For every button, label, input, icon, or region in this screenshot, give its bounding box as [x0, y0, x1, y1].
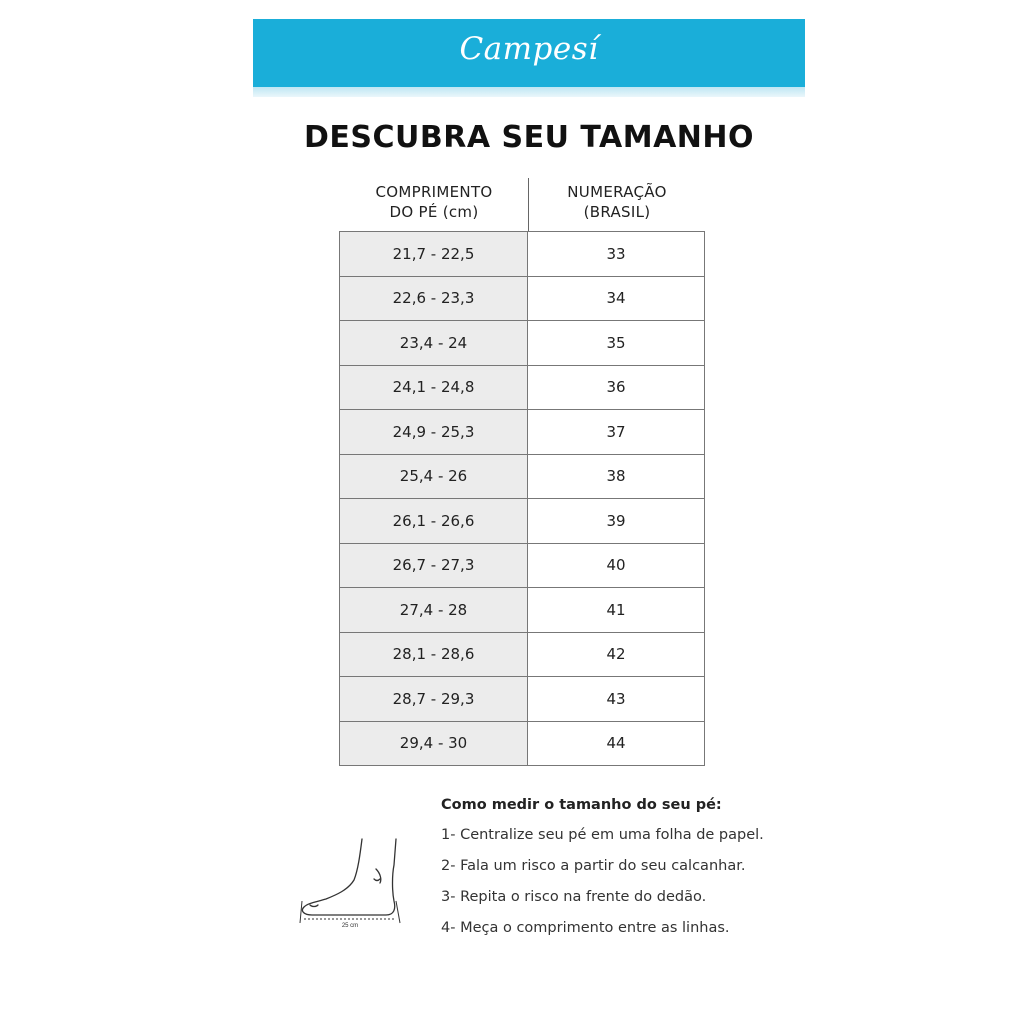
foot-measurement-icon — [296, 835, 411, 930]
howto-step: 1- Centralize seu pé em uma folha de papel. — [441, 827, 764, 843]
brand-logo: Campesí — [459, 31, 599, 67]
howto-step: 4- Meça o comprimento entre as linhas. — [441, 920, 730, 936]
shoe-size-cell: 33 — [528, 232, 705, 276]
foot-length-cell: 21,7 - 22,5 — [339, 232, 528, 276]
foot-length-cell: 27,4 - 28 — [339, 588, 528, 632]
shoe-size-cell: 39 — [528, 499, 705, 543]
table-row — [339, 544, 705, 589]
foot-length-cell: 28,1 - 28,6 — [339, 633, 528, 677]
shoe-size-cell: 34 — [528, 277, 705, 321]
foot-length-cell: 22,6 - 23,3 — [339, 277, 528, 321]
table-row — [339, 232, 705, 277]
table-row — [339, 722, 705, 767]
shoe-size-cell: 40 — [528, 544, 705, 588]
column-header-line: (BRASIL) — [583, 203, 651, 221]
foot-length-cell: 24,9 - 25,3 — [339, 410, 528, 454]
howto-title: Como medir o tamanho do seu pé: — [441, 797, 722, 813]
foot-length-cell: 25,4 - 26 — [339, 455, 528, 499]
howto-section — [441, 797, 821, 949]
column-header-line: NUMERAÇÃO — [567, 183, 667, 201]
shoe-size-cell: 41 — [528, 588, 705, 632]
column-header-size — [529, 182, 705, 222]
size-table — [339, 231, 705, 766]
foot-length-cell: 28,7 - 29,3 — [339, 677, 528, 721]
table-row — [339, 499, 705, 544]
foot-length-cell: 29,4 - 30 — [339, 722, 528, 766]
table-row — [339, 410, 705, 455]
page-title: DESCUBRA SEU TAMANHO — [303, 120, 755, 155]
shoe-size-cell: 36 — [528, 366, 705, 410]
table-row — [339, 633, 705, 678]
brand-banner — [253, 19, 805, 87]
shoe-size-cell: 38 — [528, 455, 705, 499]
column-header-line: DO PÉ (cm) — [389, 203, 479, 221]
howto-step: 2- Fala um risco a partir do seu calcanhar. — [441, 858, 746, 874]
foot-length-cell: 26,1 - 26,6 — [339, 499, 528, 543]
foot-measurement-label: 25 cm — [341, 923, 359, 929]
table-row — [339, 588, 705, 633]
foot-length-cell: 24,1 - 24,8 — [339, 366, 528, 410]
table-row — [339, 677, 705, 722]
shoe-size-cell: 35 — [528, 321, 705, 365]
column-header-foot-length — [340, 182, 528, 222]
howto-step: 3- Repita o risco na frente do dedão. — [441, 889, 707, 905]
banner-shadow — [253, 87, 805, 97]
shoe-size-cell: 42 — [528, 633, 705, 677]
table-row — [339, 277, 705, 322]
table-row — [339, 321, 705, 366]
shoe-size-cell: 44 — [528, 722, 705, 766]
table-row — [339, 366, 705, 411]
column-header-line: COMPRIMENTO — [375, 183, 493, 201]
shoe-size-cell: 43 — [528, 677, 705, 721]
table-row — [339, 455, 705, 500]
foot-length-cell: 23,4 - 24 — [339, 321, 528, 365]
shoe-size-cell: 37 — [528, 410, 705, 454]
foot-length-cell: 26,7 - 27,3 — [339, 544, 528, 588]
